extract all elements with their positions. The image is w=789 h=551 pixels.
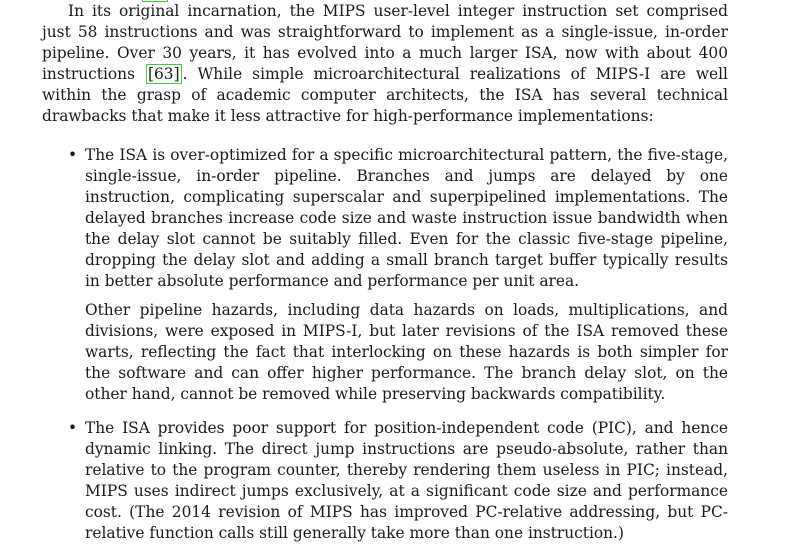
intro-paragraph [42,0,728,127]
citation-link[interactable]: [63] [148,65,180,83]
item-paragraph: The ISA provides poor support for position-independent code (PIC), and hence dynamic linking. The direct jump instructions are pseudo-absolute, rather than relative to the program counter, thereby rendering them useless in PIC; instead, MIPS uses indirect jumps exclusively, at a significant code size and performance cost. (The 2014 revision of MIPS has improved PC-relative addressing, but PC-relative function calls still generally take more than one instruction.) [85,419,728,542]
bullet-icon: • [68,419,78,437]
item-paragraph: Other pipeline hazards, including data hazards on loads, multiplications, and divisions, were exposed in MIPS-I, but later revisions of the ISA removed these warts, reflecting the fact that interlocking on these hazards is both simpler for the software and can offer higher performance. The branch delay slot, on the other hand, cannot be removed while preserving backwards compatibility. [85,301,728,403]
intro-text-2: . While simple microarchitectural realizations of MIPS-I are well within the grasp of academic computer architects, the ISA has several technical drawbacks that make it less attractive for high-performance implementations: [42,65,728,125]
list-item [42,418,728,544]
paper-page [42,0,728,544]
intro-text-1: In its original incarnation, the MIPS user-level integer instruction set comprised just 58 instructions and was straightforward to implement as a single-issue, in-order pipeline. Over 30 years, it has evolved into a much larger ISA, now with about 400 instructions [42,2,728,83]
list-item [42,145,728,405]
item-paragraph: The ISA is over-optimized for a specific microarchitectural pattern, the five-stage, single-issue, in-order pipeline. Branches and jumps are delayed by one instruction, complicating superscalar and superpipelined implementations. The delayed branches increase code size and waste instruction issue bandwidth when the delay slot cannot be suitably filled. Even for the classic five-stage pipeline, dropping the delay slot and adding a small branch target buffer typically results in better absolute performance and performance per unit area. [85,146,728,290]
drawbacks-list [42,145,728,544]
citation-box-fragment [142,0,168,2]
bullet-icon: • [68,146,78,164]
